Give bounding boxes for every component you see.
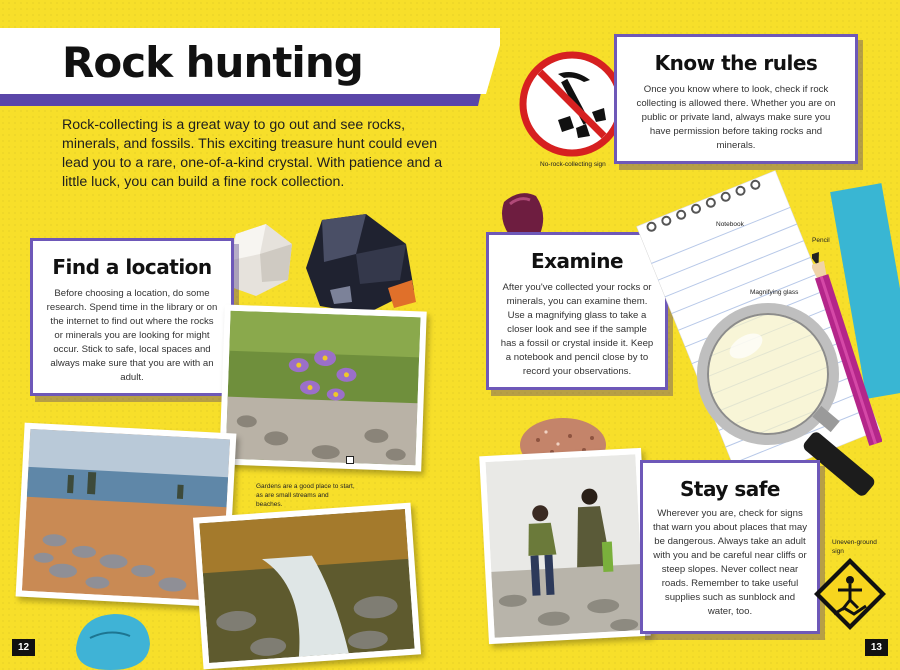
uneven-ground-sign-icon bbox=[812, 556, 888, 636]
stay-safe-box bbox=[640, 460, 820, 634]
intro-paragraph: Rock-collecting is a great way to go out and see rocks, minerals, and fossils. This exciting treasure hunt could even lead you to a rare, one-of-a-kind crystal. With patience and a little luck, you can build a fine rock collection. bbox=[62, 117, 443, 190]
find-heading: Find a location bbox=[52, 255, 212, 279]
rock-hunters-photo bbox=[479, 448, 651, 644]
find-a-location-box bbox=[30, 238, 234, 396]
magnifying-glass-caption: Magnifying glass bbox=[750, 289, 799, 296]
no-collecting-sign-icon bbox=[518, 50, 626, 162]
rules-body: Once you know where to look, check if rock collecting is allowed there. Whether you are on public or private land, always make sure you have permission before taking rocks and minerals. bbox=[636, 84, 836, 151]
page-number-right: 13 bbox=[865, 639, 888, 656]
page-title: Rock hunting bbox=[62, 38, 363, 87]
gardens-caption: Gardens are a good place to start, as are small streams and beaches. bbox=[256, 483, 355, 508]
notebook-caption: Notebook bbox=[716, 221, 744, 228]
examine-body: After you've collected your rocks or minerals, you can examine them. Use a magnifying glass to take a closer look and see if the sample has a fossil or crystal inside it. Keep a notebook and pencil close by to record your observations. bbox=[500, 282, 654, 377]
stream-photo bbox=[193, 503, 421, 670]
know-the-rules-box bbox=[614, 34, 858, 164]
title-banner bbox=[0, 28, 500, 104]
garden-photo bbox=[219, 305, 426, 472]
examine-box bbox=[486, 232, 668, 390]
pencil-caption: Pencil bbox=[812, 237, 830, 244]
uneven-ground-caption: Uneven-ground sign bbox=[832, 539, 877, 555]
find-body: Before choosing a location, do some research. Spend time in the library or on the internet to find out where the rocks or minerals you are looking for might occur. Stick to safe, local spaces and always make sure that you are with an adult. bbox=[46, 288, 218, 383]
examine-heading: Examine bbox=[530, 249, 624, 273]
rules-heading: Know the rules bbox=[654, 51, 818, 75]
safe-heading: Stay safe bbox=[679, 477, 780, 501]
turquoise-stone-image bbox=[70, 608, 154, 670]
caption-pointer-marker bbox=[346, 456, 354, 464]
safe-body: Wherever you are, check for signs that warn you about places that may be dangerous. Always take an adult with you and be careful near cliffs or steep slopes. Never collect near roads. Remember to take useful supplies such as sunblock and water, too. bbox=[652, 508, 808, 617]
no-collecting-caption: No-rock-collecting sign bbox=[540, 161, 606, 168]
page-number-left: 12 bbox=[12, 639, 35, 656]
